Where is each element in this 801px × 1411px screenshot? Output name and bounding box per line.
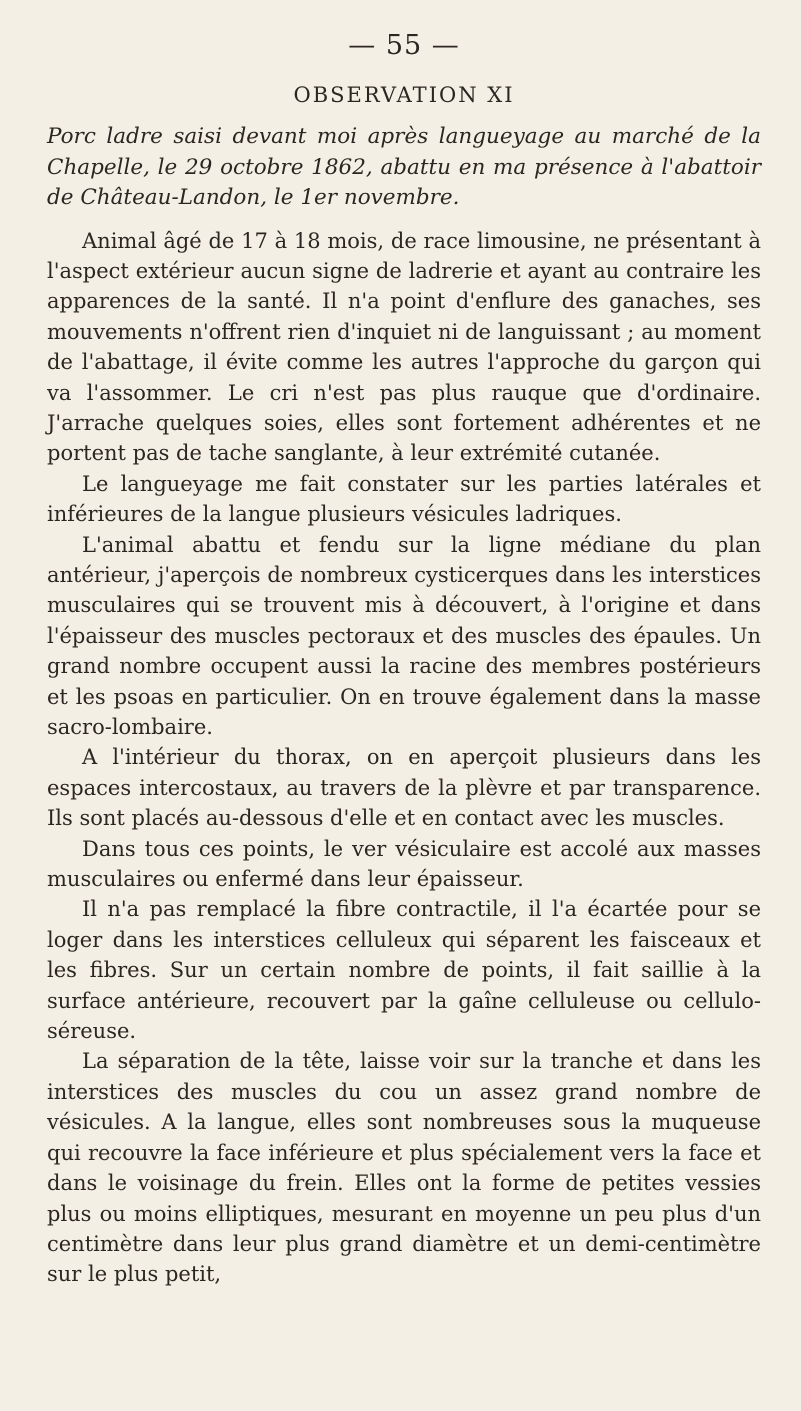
observation-subtitle: Porc ladre saisi devant moi après langueyage au marché de la Chapelle, le 29 octobre 1862, abattu en ma présence à l'abattoir de Château-Landon, le 1er novembre. xyxy=(47,124,761,210)
paragraph-6: Il n'a pas remplacé la fibre contractile, il l'a écartée pour se loger dans les interstices celluleux qui séparent les faisceaux et les fibres. Sur un certain nombre de points, il fait saillie à la surface antérieure, recouvert par la gaîne celluleuse ou cellulo-séreuse. xyxy=(47,897,761,1044)
observation-heading: OBSERVATION XI xyxy=(293,83,515,107)
paragraph-7: La séparation de la tête, laisse voir sur la tranche et dans les interstices des muscles du cou un assez grand nombre de vésicules. A la langue, elles sont nombreuses sous la muqueuse qui recouvre la face inférieure et plus spécialement vers la face et dans le voisinage du frein. Elles ont la forme de petites vessies plus ou moins elliptiques, mesurant en moyenne un peu plus d'un centimètre dans leur plus grand diamètre et un demi-centimètre sur le plus petit, xyxy=(47,1049,761,1287)
paragraph-5: Dans tous ces points, le ver vésiculaire est accolé aux masses musculaires ou enfermé dans leur épaisseur. xyxy=(47,836,761,892)
paragraph-1: Animal âgé de 17 à 18 mois, de race limousine, ne présentant à l'aspect extérieur aucun signe de ladrerie et ayant au contraire les apparences de la santé. Il n'a point d'enflure des ganaches, ses mouvements n'offrent rien d'inquiet ni de languissant ; au moment de l'abattage, il évite comme les autres l'approche du garçon qui va l'assommer. Le cri n'est pas plus rauque que d'ordinaire. J'arrache quelques soies, elles sont fortement adhérentes et ne portent pas de tache sanglante, à leur extrémité cutanée. xyxy=(47,228,761,466)
paragraph-2: Le langueyage me fait constater sur les parties latérales et inférieures de la langue plusieurs vésicules ladriques. xyxy=(47,471,761,527)
paragraph-4: A l'intérieur du thorax, on en aperçoit plusieurs dans les espaces intercostaux, au travers de la plèvre et par transparence. Ils sont placés au-dessous d'elle et en contact avec les muscles. xyxy=(47,745,761,831)
page-number: — 55 — xyxy=(348,30,460,61)
paragraph-3: L'animal abattu et fendu sur la ligne médiane du plan antérieur, j'aperçois de nombreux cysticerques dans les interstices musculaires qui se trouvent mis à découvert, à l'origine et dans l'épaisseur des muscles pectoraux et des muscles des épaules. Un grand nombre occupent aussi la racine des membres postérieurs et les psoas en particulier. On en trouve également dans la masse sacro-lombaire. xyxy=(47,532,761,739)
